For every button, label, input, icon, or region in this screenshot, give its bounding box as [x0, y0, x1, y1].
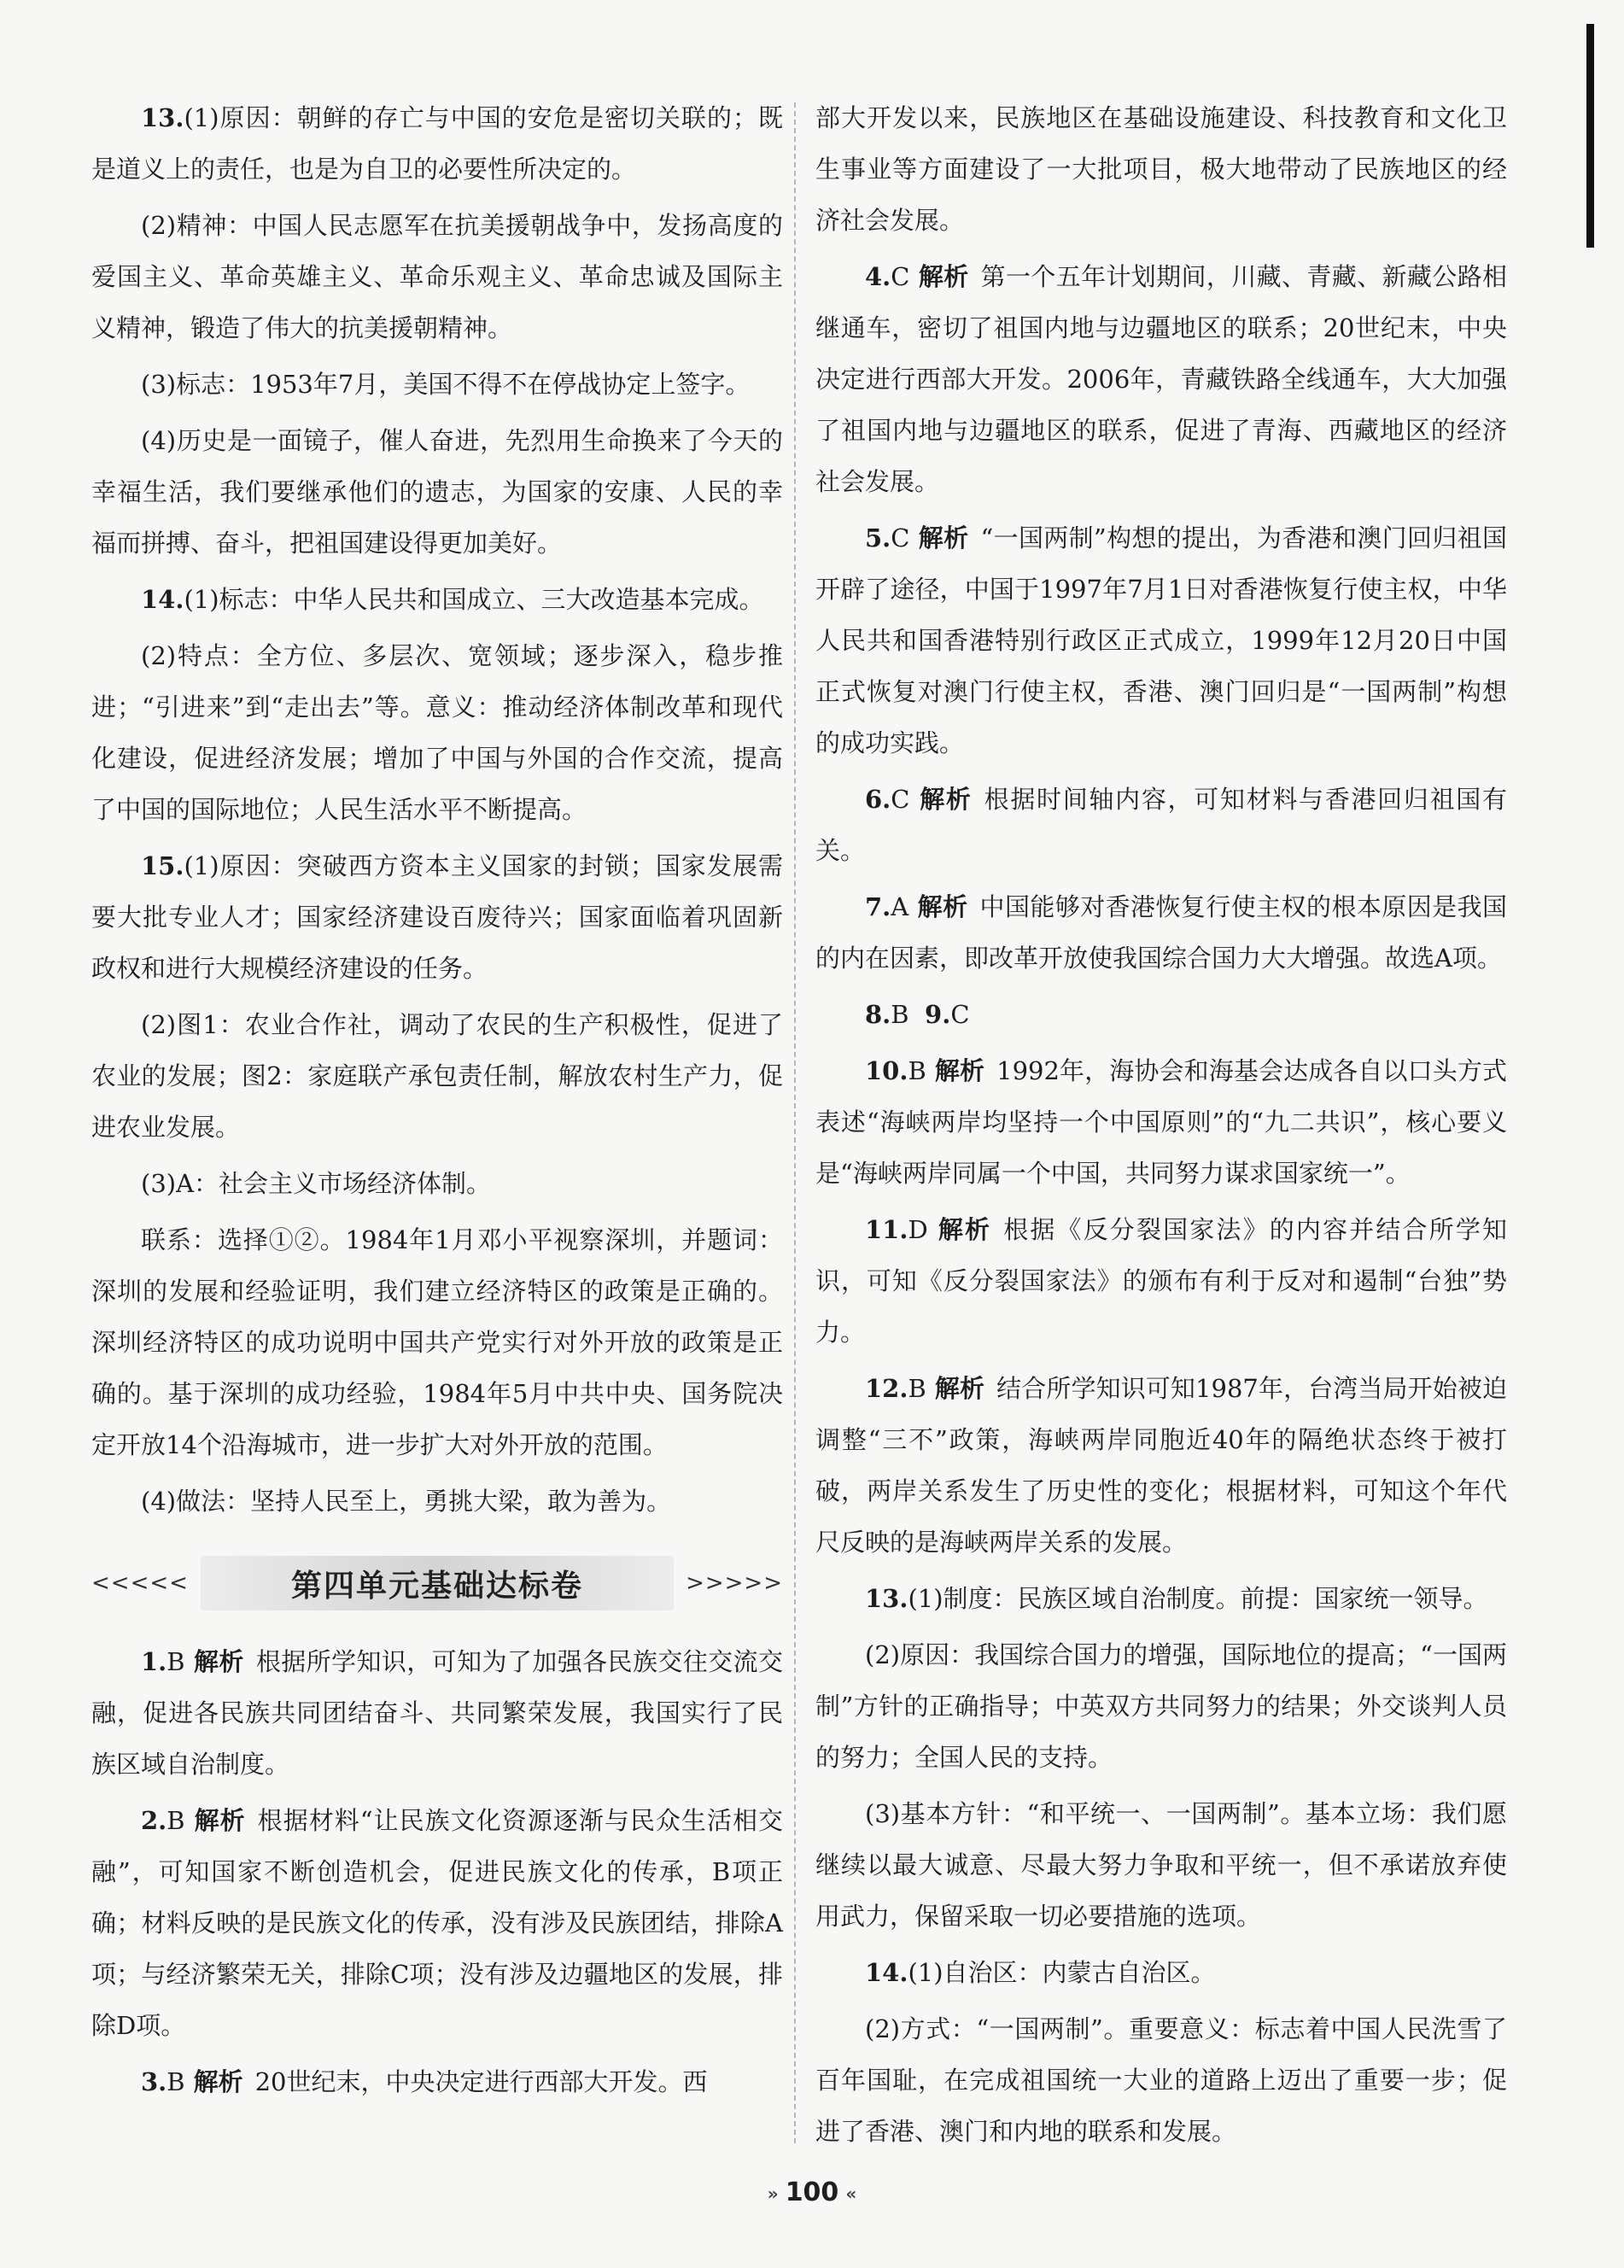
- right-column: [815, 92, 1507, 2162]
- column-divider: [794, 102, 796, 2143]
- banner-left-arrows: <<<<<: [91, 1570, 189, 1596]
- answer-10: 10.B 解析 1992年，海协会和海基会达成各自以口头方式表述“海峡两岸均坚持一个中国原则”的“九二共识”，核心要义是“海峡两岸同属一个中国，共同努力谋求国家统一”。: [815, 1056, 1507, 1188]
- r-q13-part2: (2)原因：我国综合国力的增强，国际地位的提高；“一国两制”方针的正确指导；中英双方共同努力的结果；外交谈判人员的努力；全国人民的支持。: [815, 1640, 1507, 1772]
- page-left-mark: »: [767, 2183, 779, 2204]
- page-right-mark: «: [845, 2183, 857, 2204]
- r-q13-part3: (3)基本方针：“和平统一、一国两制”。基本立场：我们愿继续以最大诚意、尽最大努力争取和平统一，但不承诺放弃使用武力，保留采取一切必要措施的选项。: [815, 1799, 1507, 1931]
- answer-11: 11.D 解析 根据《反分裂国家法》的内容并结合所学知识，可知《反分裂国家法》的颁布有利于反对和遏制“台独”势力。: [815, 1215, 1507, 1347]
- q13-part4: (4)历史是一面镜子，催人奋进，先烈用生命换来了今天的幸福生活，我们要继承他们的遗志，为国家的安康、人民的幸福而拼搏、奋斗，把祖国建设得更加美好。: [91, 426, 783, 558]
- q15-connection: 联系：选择①②。1984年1月邓小平视察深圳，并题词：深圳的发展和经验证明，我们建立经济特区的政策是正确的。深圳经济特区的成功说明中国共产党实行对外开放的政策是正确的。基于深圳的成功经验，1984年5月中共中央、国务院决定开放14个沿海城市，进一步扩大对外开放的范围。: [91, 1225, 783, 1459]
- answer-6: 6.C 解析 根据时间轴内容，可知材料与香港回归祖国有关。: [815, 785, 1507, 865]
- q15-part4: (4)做法：坚持人民至上，勇挑大梁，敢为善为。: [141, 1487, 672, 1516]
- q15-part1: 15.(1)原因：突破西方资本主义国家的封锁；国家发展需要大批专业人才；国家经济建设百废待兴；国家面临着巩固新政权和进行大规模经济建设的任务。: [91, 851, 783, 983]
- r-q14-part2: (2)方式：“一国两制”。重要意义：标志着中国人民洗雪了百年国耻，在完成祖国统一大业的道路上迈出了重要一步；促进了香港、澳门和内地的联系和发展。: [815, 2014, 1507, 2146]
- answer-5: 5.C 解析 “一国两制”构想的提出，为香港和澳门回归祖国开辟了途径，中国于1997年7月1日对香港恢复行使主权，中华人民共和国香港特别行政区正式成立，1999年12月20日中国正式恢复对澳门行使主权，香港、澳门回归是“一国两制”构想的成功实践。: [815, 523, 1507, 757]
- page-edge-bar: [1586, 24, 1594, 248]
- q15-part2: (2)图1：农业合作社，调动了农民的生产积极性，促进了农业的发展；图2：家庭联产承包责任制，解放农村生产力，促进农业发展。: [91, 1010, 783, 1142]
- q13-part2: (2)精神：中国人民志愿军在抗美援朝战争中，发扬高度的爱国主义、革命英雄主义、革命乐观主义、革命忠诚及国际主义精神，锻造了伟大的抗美援朝精神。: [91, 211, 783, 342]
- q15-part3: (3)A：社会主义市场经济体制。: [141, 1169, 492, 1198]
- answer-3-continued: 部大开发以来，民族地区在基础设施建设、科技教育和文化卫生事业等方面建设了一大批项目，极大地带动了民族地区的经济社会发展。: [815, 103, 1507, 235]
- answer-7: 7.A 解析 中国能够对香港恢复行使主权的根本原因是我国的内在因素，即改革开放使我国综合国力大大增强。故选A项。: [815, 892, 1507, 973]
- answer-2: 2.B 解析 根据材料“让民族文化资源逐渐与民众生活相交融”，可知国家不断创造机会，促进民族文化的传承，B项正确；材料反映的是民族文化的传承，没有涉及民族团结，排除A项；与经济繁荣无关，排除C项；没有涉及边疆地区的发展，排除D项。: [91, 1806, 783, 2040]
- answer-3: 3.B 解析 20世纪末，中央决定进行西部大开发。西: [141, 2067, 708, 2096]
- left-column: [91, 92, 783, 2113]
- answer-4: 4.C 解析 第一个五年计划期间，川藏、青藏、新藏公路相继通车，密切了祖国内地与边疆地区的联系；20世纪末，中央决定进行西部大开发。2006年，青藏铁路全线通车，大大加强了祖国内地与边疆地区的联系，促进了青海、西藏地区的经济社会发展。: [815, 262, 1507, 496]
- r-q14-part1: 14.(1)自治区：内蒙古自治区。: [865, 1958, 1216, 1987]
- r-q13-part1: 13.(1)制度：民族区域自治制度。前提：国家统一领导。: [865, 1584, 1488, 1613]
- page-number: » 100 «: [767, 2177, 857, 2207]
- answer-1: 1.B 解析 根据所学知识，可知为了加强各民族交往交流交融，促进各民族共同团结奋斗、共同繁荣发展，我国实行了民族区域自治制度。: [91, 1647, 783, 1779]
- q13-part1: 13.(1)原因：朝鲜的存亡与中国的安危是密切关联的；既是道义上的责任，也是为自卫的必要性所决定的。: [91, 103, 783, 184]
- q14-part2: (2)特点：全方位、多层次、宽领域；逐步深入，稳步推进；“引进来”到“走出去”等。意义：推动经济体制改革和现代化建设，促进经济发展；增加了中国与外国的合作交流，提高了中国的国际地位；人民生活水平不断提高。: [91, 641, 783, 824]
- banner-right-arrows: >>>>>: [686, 1570, 783, 1596]
- section-title: 第四单元基础达标卷: [201, 1556, 674, 1610]
- q13-part3: (3)标志：1953年7月，美国不得不在停战协定上签字。: [141, 370, 751, 399]
- answer-12: 12.B 解析 结合所学知识可知1987年，台湾当局开始被迫调整“三不”政策，海峡两岸同胞近40年的隔绝状态终于被打破，两岸关系发生了历史性的变化；根据材料，可知这个年代尺反映的是海峡两岸关系的发展。: [815, 1374, 1507, 1557]
- section-banner: [91, 1551, 783, 1616]
- answer-8-9: 8.B 9.C: [865, 1000, 970, 1029]
- q14-part1: 14.(1)标志：中华人民共和国成立、三大改造基本完成。: [141, 585, 764, 614]
